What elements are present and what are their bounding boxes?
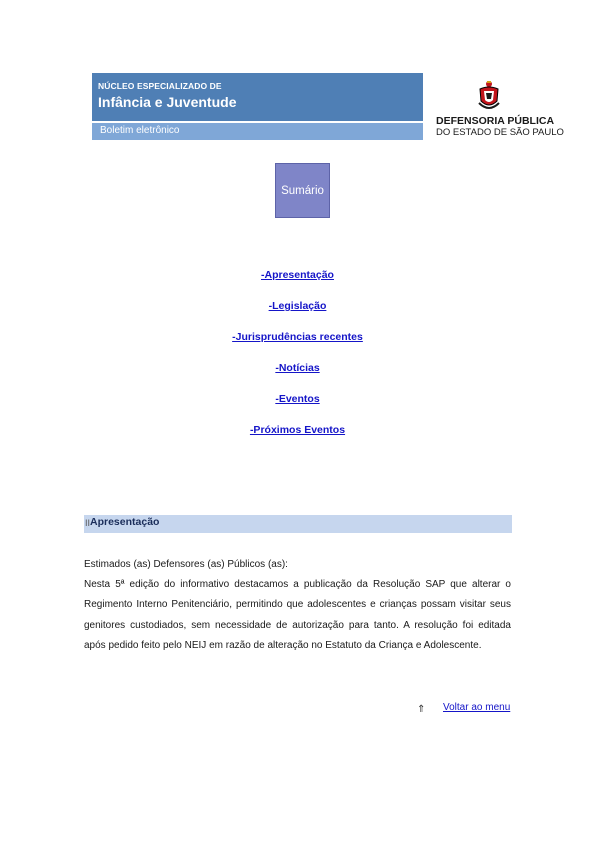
menu-link-apresentacao[interactable]: -Apresentação bbox=[261, 269, 334, 281]
body-paragraph: Nesta 5ª edição do informativo destacamos a publicação da Resolução SAP que alterar o Regimento Interno Penitenciário, permitindo que adolescentes e crianças possam visitar seus genitores custodiados, sem necessidade de autorização para tanto. A resolução foi editada após pedido feito pelo NEIJ em razão de alteração no Estatuto da Criança e Adolescente. bbox=[84, 579, 511, 651]
menu-link-proximos-eventos[interactable]: -Próximos Eventos bbox=[249, 424, 346, 436]
logo-name: DEFENSORIA PÚBLICA bbox=[436, 115, 555, 127]
header-title: Infância e Juventude bbox=[98, 94, 237, 110]
logo-subname: DO ESTADO DE SÃO PAULO bbox=[436, 127, 564, 138]
menu-link-eventos[interactable]: -Eventos bbox=[275, 393, 320, 405]
header-subtitle-bar bbox=[92, 123, 423, 140]
header-subtitle: Boletim eletrônico bbox=[100, 125, 180, 136]
summary-button[interactable]: Sumário bbox=[275, 163, 330, 218]
summary-menu bbox=[0, 268, 595, 454]
body-greeting: Estimados (as) Defensores (as) Públicos (as): bbox=[84, 559, 288, 570]
section-header bbox=[84, 515, 512, 533]
menu-link-jurisprudencias[interactable]: -Jurisprudências recentes bbox=[232, 331, 363, 343]
menu-link-legislacao[interactable]: -Legislação bbox=[268, 300, 327, 312]
section-marker: II bbox=[85, 518, 91, 528]
section-title: Apresentação bbox=[90, 516, 160, 528]
coat-of-arms-icon bbox=[476, 79, 502, 113]
back-to-menu-link[interactable]: Voltar ao menu bbox=[443, 702, 511, 713]
header-banner bbox=[92, 73, 423, 121]
back-to-top-icon[interactable]: ⇑ bbox=[417, 704, 426, 715]
section-body bbox=[84, 555, 511, 656]
menu-link-noticias[interactable]: -Notícias bbox=[275, 362, 320, 374]
header-line1: NÚCLEO ESPECIALIZADO DE bbox=[98, 81, 222, 91]
